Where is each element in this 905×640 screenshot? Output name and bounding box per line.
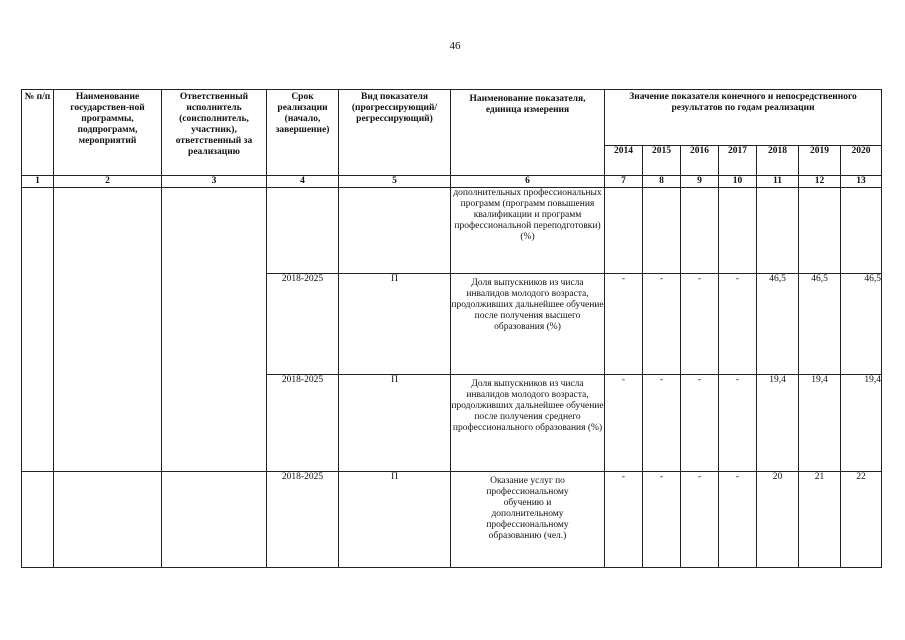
column-number: 12: [799, 176, 841, 188]
cell-value: -: [605, 472, 643, 568]
cell-value: -: [605, 375, 643, 472]
cell-value: [605, 188, 643, 274]
header-period: Срок реализации (начало, завершение): [267, 90, 339, 176]
table-row: [22, 188, 882, 274]
column-number: 8: [643, 176, 681, 188]
cell-number: [22, 188, 54, 472]
header-executor: Ответственный исполнитель (соисполнитель, участник), ответственный за реализацию: [162, 90, 267, 176]
header-indicator-name: Наименование показателя, единица измерения: [451, 90, 605, 176]
header-year-2018: 2018: [757, 146, 799, 176]
column-number-row: [22, 176, 882, 188]
cell-value: [681, 188, 719, 274]
header-year-2017: 2017: [719, 146, 757, 176]
cell-executor: [162, 472, 267, 568]
cell-indicator-name: Доля выпускников из числа инвалидов молодого возраста, продолживших дальнейшее обучение после получения высшего образования (%): [451, 274, 605, 375]
header-program-name: Наименование государствен-ной программы, подпрограмм, мероприятий: [54, 90, 162, 176]
cell-value: -: [719, 472, 757, 568]
cell-value: [799, 188, 841, 274]
cell-value: 19,4: [799, 375, 841, 472]
cell-period: [267, 188, 339, 274]
cell-value: 46,5: [757, 274, 799, 375]
column-number: 4: [267, 176, 339, 188]
column-number: 13: [841, 176, 882, 188]
header-year-2015: 2015: [643, 146, 681, 176]
cell-indicator-name: Оказание услуг по профессиональному обучению и дополнительному профессиональному образованию (чел.): [451, 472, 605, 568]
cell-value: -: [643, 472, 681, 568]
column-number: 10: [719, 176, 757, 188]
header-values-group: Значение показателя конечного и непосредственного результатов по годам реализации: [605, 90, 882, 146]
cell-value: [757, 188, 799, 274]
cell-kind: П: [339, 274, 451, 375]
cell-value: 21: [799, 472, 841, 568]
header-indicator-kind: Вид показателя (прогрессирующий/ регрессирующий): [339, 90, 451, 176]
cell-value: -: [643, 375, 681, 472]
cell-value: -: [719, 274, 757, 375]
column-number: 9: [681, 176, 719, 188]
cell-value: -: [681, 472, 719, 568]
cell-indicator-name: Доля выпускников из числа инвалидов молодого возраста, продолживших дальнейшее обучение после получения среднего профессионального образования (%): [451, 375, 605, 472]
cell-value: 20: [757, 472, 799, 568]
table-row: [22, 472, 882, 568]
cell-value: 22: [841, 472, 882, 568]
header-year-2019: 2019: [799, 146, 841, 176]
cell-value: 19,4: [757, 375, 799, 472]
column-number: 2: [54, 176, 162, 188]
indicators-table: [21, 89, 882, 568]
cell-value: -: [681, 375, 719, 472]
cell-value: -: [643, 274, 681, 375]
cell-value: 46,5: [841, 274, 882, 375]
cell-kind: [339, 188, 451, 274]
cell-program-name: [54, 472, 162, 568]
column-number: 6: [451, 176, 605, 188]
header-year-2020: 2020: [841, 146, 882, 176]
cell-kind: П: [339, 375, 451, 472]
header-year-2016: 2016: [681, 146, 719, 176]
cell-program-name: [54, 188, 162, 472]
column-number: 5: [339, 176, 451, 188]
cell-period: 2018-2025: [267, 472, 339, 568]
page-number: 46: [449, 40, 461, 52]
column-number: 1: [22, 176, 54, 188]
cell-value: [841, 188, 882, 274]
cell-value: -: [605, 274, 643, 375]
cell-period: 2018-2025: [267, 274, 339, 375]
cell-executor: [162, 188, 267, 472]
cell-indicator-name: дополнительных профессиональных программ (программ повышения квалификации и программ профессиональной переподготовки) (%): [451, 188, 605, 274]
cell-kind: П: [339, 472, 451, 568]
cell-value: 46,5: [799, 274, 841, 375]
cell-value: [643, 188, 681, 274]
column-number: 3: [162, 176, 267, 188]
cell-value: 19,4: [841, 375, 882, 472]
header-number: № п/п: [22, 90, 54, 176]
column-number: 7: [605, 176, 643, 188]
cell-value: -: [681, 274, 719, 375]
cell-period: 2018-2025: [267, 375, 339, 472]
column-number: 11: [757, 176, 799, 188]
cell-value: [719, 188, 757, 274]
header-year-2014: 2014: [605, 146, 643, 176]
cell-number: [22, 472, 54, 568]
cell-value: -: [719, 375, 757, 472]
